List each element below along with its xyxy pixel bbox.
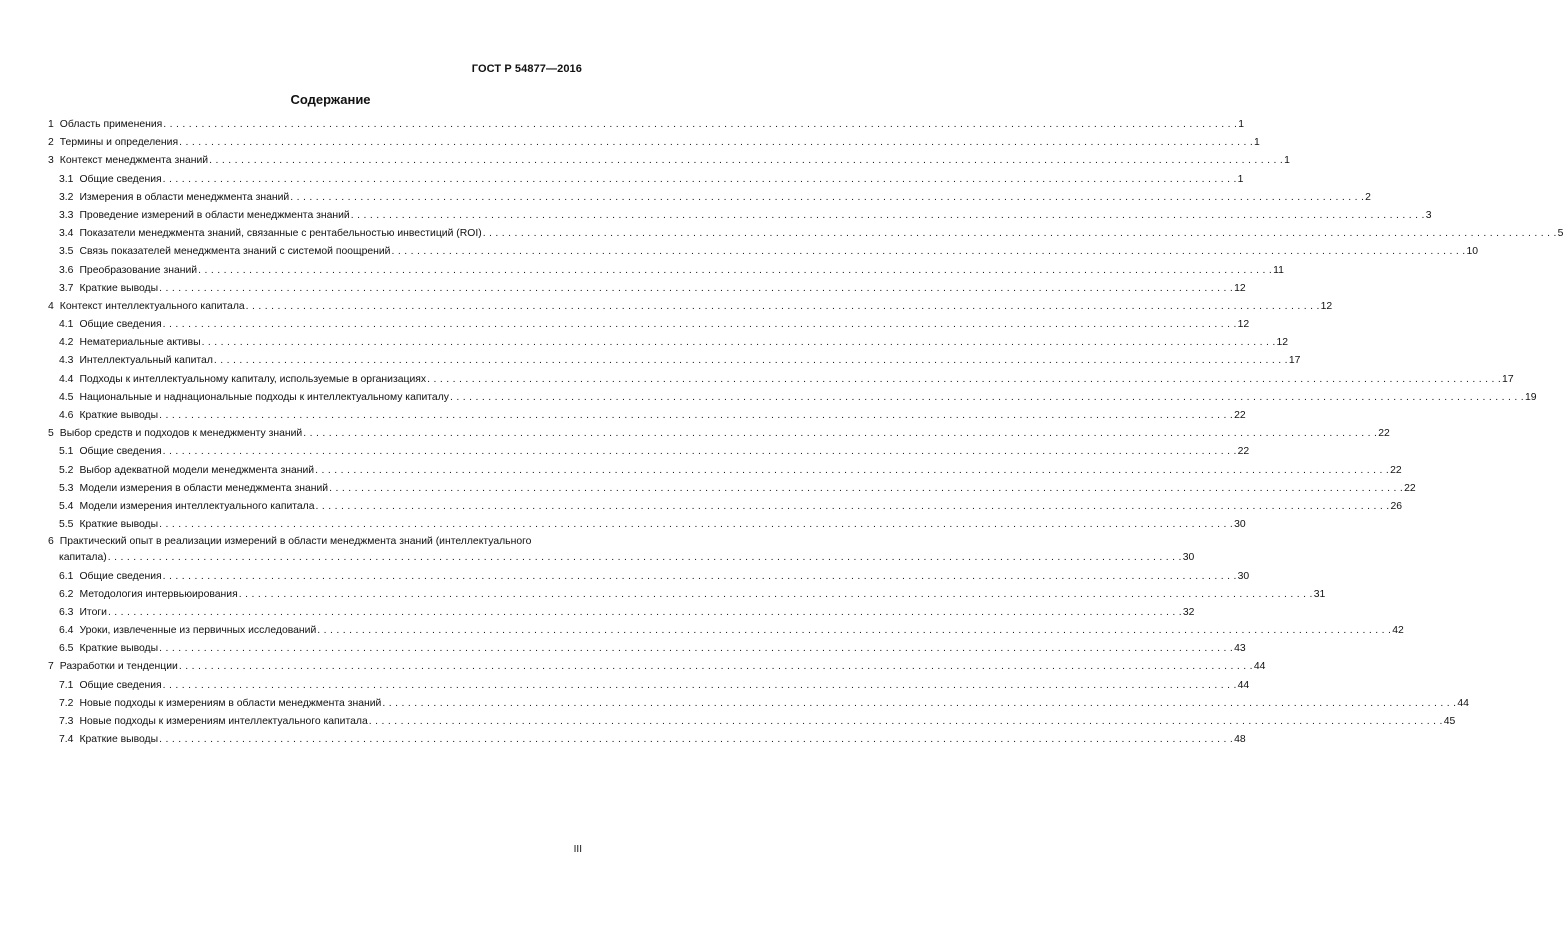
- toc-leader-dots: [382, 695, 1456, 713]
- toc-entry-number: 7.1: [59, 679, 74, 691]
- toc-entry-title: Уроки, извлеченные из первичных исследований: [79, 625, 317, 637]
- toc-entry-continuation[interactable]: [48, 549, 1195, 567]
- toc-leader-dots: [163, 443, 1237, 461]
- toc-entry-number: 1: [48, 119, 54, 130]
- toc-leader-dots: [290, 189, 1364, 207]
- toc-leader-dots: [108, 604, 1182, 622]
- toc-entry-number: 4.5: [59, 391, 74, 403]
- toc-entry-number: 4.3: [59, 355, 74, 367]
- toc-entry-number: 6: [48, 536, 54, 548]
- toc-entry[interactable]: [48, 280, 1246, 298]
- toc-entry[interactable]: [48, 713, 1456, 731]
- toc-entry-title: Общие сведения: [79, 679, 162, 691]
- toc-entry-title: Контекст интеллектуального капитала: [59, 300, 245, 312]
- toc-entry-number: 5.3: [59, 482, 74, 494]
- toc-entry-number: 3.2: [59, 191, 74, 203]
- toc-entry-page: 31: [1313, 588, 1326, 600]
- toc-entry-title: Выбор адекватной модели менеджмента знаний: [79, 464, 315, 476]
- toc-entry-number: 7: [48, 661, 54, 673]
- toc-leader-dots: [159, 407, 1233, 425]
- toc-entry-number: 4.2: [59, 337, 74, 349]
- toc-entry-title: Общие сведения: [79, 173, 162, 185]
- toc-entry-number: 6.3: [59, 606, 74, 618]
- toc-entry-title: Подходы к интеллектуальному капиталу, используемые в организациях: [79, 373, 427, 385]
- toc-entry-page: 17: [1502, 373, 1514, 385]
- toc-leader-dots: [108, 549, 1182, 567]
- toc-entry[interactable]: [48, 352, 1301, 370]
- toc-leader-dots: [159, 731, 1233, 749]
- toc-entry[interactable]: [48, 658, 1266, 676]
- toc-entry-title: Краткие выводы: [79, 734, 159, 746]
- toc-entry[interactable]: [48, 371, 1514, 389]
- toc-entry-title: Интеллектуальный капитал: [79, 355, 213, 367]
- toc-leader-dots: [179, 658, 1253, 676]
- toc-entry-page: 19: [1524, 391, 1537, 403]
- toc-entry-number: 5.4: [59, 500, 74, 512]
- toc-entry-title: Общие сведения: [79, 446, 162, 458]
- table-of-contents: [48, 116, 1563, 749]
- toc-entry-number: 4.6: [59, 410, 74, 421]
- toc-leader-dots: [351, 207, 1425, 225]
- toc-entry-page: 12: [1276, 337, 1289, 349]
- toc-entry-page: 1: [1254, 137, 1260, 149]
- toc-entry[interactable]: [48, 622, 1404, 640]
- toc-entry[interactable]: [48, 316, 1250, 334]
- toc-entry-number: 2: [48, 137, 54, 149]
- toc-entry-title: Связь показателей менеджмента знаний с системой поощрений: [79, 246, 391, 258]
- toc-entry-number: 5.2: [59, 464, 74, 476]
- toc-entry-page: 32: [1182, 606, 1195, 618]
- toc-entry-number: 4.1: [59, 319, 74, 331]
- toc-entry[interactable]: [48, 425, 1390, 443]
- toc-entry-number: 3.7: [59, 282, 74, 294]
- toc-entry-title: Общие сведения: [79, 570, 162, 582]
- toc-entry-page: 17: [1288, 355, 1301, 367]
- toc-entry[interactable]: [48, 171, 1244, 189]
- toc-entry-number: 7.2: [59, 697, 74, 709]
- toc-entry-page: 3: [1425, 209, 1432, 221]
- toc-leader-dots: [214, 352, 1288, 370]
- toc-entry-page: 12: [1234, 282, 1246, 294]
- toc-leader-dots: [159, 516, 1233, 534]
- toc-entry[interactable]: [48, 462, 1402, 480]
- toc-entry-number: 6.2: [59, 588, 74, 600]
- toc-entry-page: 1: [1237, 173, 1244, 185]
- toc-entry-page: 30: [1234, 519, 1246, 531]
- toc-entry-page: 22: [1234, 410, 1246, 421]
- toc-leader-dots: [239, 586, 1313, 604]
- toc-entry[interactable]: [48, 604, 1195, 622]
- toc-entry-title: Модели измерения в области менеджмента знаний: [79, 482, 329, 494]
- toc-entry[interactable]: [48, 134, 1260, 152]
- toc-entry-title: Практический опыт в реализации измерений в области менеджмента знаний (интеллектуального: [59, 536, 532, 548]
- toc-leader-dots: [317, 622, 1391, 640]
- toc-entry[interactable]: [48, 480, 1416, 498]
- toc-leader-dots: [163, 568, 1237, 586]
- toc-leader-dots: [246, 298, 1320, 316]
- toc-entry[interactable]: [48, 116, 1245, 134]
- toc-entry-title: Краткие выводы: [79, 519, 159, 531]
- toc-entry-page: 22: [1390, 464, 1402, 476]
- toc-leader-dots: [369, 713, 1443, 731]
- toc-entry[interactable]: [48, 677, 1250, 695]
- toc-entry-title: Краткие выводы: [79, 643, 159, 655]
- toc-leader-dots: [163, 677, 1237, 695]
- toc-entry-title: Краткие выводы: [79, 282, 159, 294]
- toc-entry-title: Измерения в области менеджмента знаний: [79, 191, 290, 203]
- toc-entry[interactable]: [48, 516, 1246, 534]
- toc-entry-page: 10: [1466, 246, 1479, 258]
- toc-leader-dots: [163, 316, 1237, 334]
- toc-leader-dots: [391, 243, 1465, 261]
- toc-leader-dots: [427, 371, 1501, 389]
- toc-entry-number: 4.4: [59, 373, 74, 385]
- page-number: III: [573, 844, 582, 855]
- toc-entry-title: Термины и определения: [59, 137, 179, 149]
- toc-entry-page: 5: [1557, 228, 1563, 240]
- toc-entry[interactable]: [48, 262, 1284, 280]
- toc-entry-number: 5.5: [59, 519, 74, 531]
- toc-entry-number: 5.1: [59, 446, 74, 458]
- toc-entry-title: Новые подходы к измерениям интеллектуального капитала: [79, 716, 368, 727]
- toc-entry-title: Нематериальные активы: [79, 337, 201, 349]
- toc-entry-title: Область применения: [59, 119, 163, 130]
- toc-entry[interactable]: [48, 225, 1563, 243]
- toc-entry-page: 1: [1284, 155, 1290, 167]
- toc-leader-dots: [202, 334, 1276, 352]
- toc-entry-page: 45: [1443, 716, 1456, 727]
- toc-entry-number: 3.3: [59, 209, 74, 221]
- toc-entry-page: 30: [1182, 552, 1195, 564]
- toc-entry-number: 3.4: [59, 228, 74, 240]
- toc-entry-number: 7.3: [59, 716, 74, 727]
- toc-entry-title: Преобразование знаний: [79, 264, 198, 276]
- toc-entry-title: Общие сведения: [79, 319, 162, 331]
- toc-entry[interactable]: [48, 407, 1246, 425]
- toc-entry[interactable]: [48, 243, 1479, 261]
- toc-entry-page: 2: [1365, 191, 1371, 203]
- toc-leader-dots: [159, 280, 1233, 298]
- toc-leader-dots: [163, 116, 1237, 134]
- toc-entry-page: 12: [1237, 319, 1250, 331]
- toc-leader-dots: [329, 480, 1403, 498]
- toc-entry-number: 6.1: [59, 570, 74, 582]
- toc-entry-page: 44: [1253, 661, 1266, 673]
- toc-entry[interactable]: [48, 334, 1289, 352]
- toc-entry-title: Показатели менеджмента знаний, связанные с рентабельностью инвестиций (ROI): [79, 228, 482, 240]
- toc-entry[interactable]: [48, 498, 1403, 516]
- toc-entry[interactable]: [48, 568, 1250, 586]
- toc-leader-dots: [450, 389, 1524, 407]
- toc-entry-title: Разработки и тенденции: [59, 661, 178, 673]
- toc-leader-dots: [209, 152, 1283, 170]
- toc-entry-number: 4: [48, 300, 54, 312]
- toc-entry-title: Контекст менеджмента знаний: [59, 155, 209, 167]
- toc-entry-page: 22: [1378, 428, 1390, 440]
- toc-entry-number: 7.4: [59, 734, 74, 746]
- toc-entry-page: 26: [1390, 500, 1403, 512]
- toc-entry-number: 3.1: [59, 173, 74, 185]
- toc-entry-page: 22: [1237, 446, 1250, 458]
- toc-entry-number: 5: [48, 428, 54, 440]
- toc-entry-number: 3.5: [59, 246, 74, 258]
- toc-leader-dots: [315, 462, 1389, 480]
- toc-entry-title: Национальные и наднациональные подходы к интеллектуальному капиталу: [79, 391, 449, 403]
- toc-entry-page: 44: [1457, 697, 1469, 709]
- toc-entry-title: Краткие выводы: [79, 410, 159, 421]
- toc-entry-page: 48: [1234, 734, 1246, 746]
- toc-entry[interactable]: [48, 640, 1246, 658]
- toc-entry-page: 12: [1320, 300, 1333, 312]
- toc-entry-title: Методология интервьюирования: [79, 588, 238, 600]
- toc-entry[interactable]: [48, 152, 1290, 170]
- toc-entry-title: Модели измерения интеллектуального капитала: [79, 500, 315, 512]
- toc-entry-page: 44: [1237, 679, 1250, 691]
- document-header: ГОСТ Р 54877—2016: [471, 63, 582, 75]
- toc-leader-dots: [303, 425, 1377, 443]
- toc-entry[interactable]: [48, 534, 584, 549]
- toc-entry[interactable]: [48, 731, 1246, 749]
- toc-entry-number: 3.6: [59, 264, 74, 276]
- toc-entry-number: 6.5: [59, 643, 74, 655]
- toc-leader-dots: [483, 225, 1557, 243]
- toc-entry[interactable]: [48, 389, 1537, 407]
- toc-entry-title: Новые подходы к измерениям в области менеджмента знаний: [79, 697, 382, 709]
- toc-entry-title: Итоги: [79, 606, 107, 618]
- page-title: Содержание: [290, 92, 371, 107]
- toc-entry-page: 22: [1404, 482, 1416, 494]
- toc-entry[interactable]: [48, 695, 1469, 713]
- toc-entry-page: 30: [1237, 570, 1250, 582]
- toc-entry-number: 6.4: [59, 625, 74, 637]
- toc-entry-page: 43: [1234, 643, 1246, 655]
- toc-leader-dots: [163, 171, 1237, 189]
- toc-entry-page: 11: [1273, 264, 1284, 276]
- toc-leader-dots: [179, 134, 1253, 152]
- toc-entry[interactable]: [48, 443, 1250, 461]
- toc-entry-page: 42: [1392, 625, 1404, 637]
- toc-entry-title: Выбор средств и подходов к менеджменту знаний: [59, 428, 303, 440]
- toc-leader-dots: [159, 640, 1233, 658]
- toc-entry-number: 3: [48, 155, 54, 167]
- toc-entry-page: 1: [1238, 119, 1245, 130]
- toc-entry[interactable]: [48, 586, 1326, 604]
- toc-entry-title-continuation: капитала): [59, 552, 107, 564]
- toc-entry[interactable]: [48, 189, 1371, 207]
- toc-leader-dots: [198, 262, 1272, 280]
- toc-entry[interactable]: [48, 207, 1432, 225]
- toc-leader-dots: [316, 498, 1390, 516]
- toc-entry[interactable]: [48, 298, 1333, 316]
- toc-entry-title: Проведение измерений в области менеджмента знаний: [79, 209, 350, 221]
